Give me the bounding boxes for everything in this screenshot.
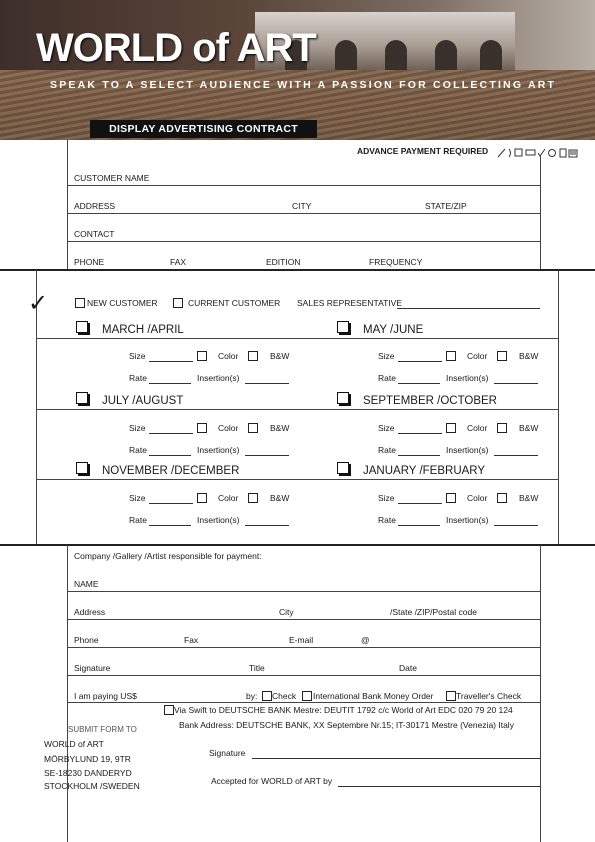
rate-label: Rate — [129, 373, 147, 383]
sales-rep-label: SALES REPRESENTATIVE — [297, 298, 403, 308]
address-field[interactable] — [67, 213, 540, 214]
fax-label: FAX — [170, 257, 187, 267]
document-icon — [560, 149, 566, 157]
size-label: Size — [129, 351, 146, 361]
pen-icon — [498, 149, 505, 157]
money-icon — [526, 150, 535, 155]
submit-line: MÖRBYLUND 19, 9TR — [44, 754, 131, 764]
new-customer-checkbox[interactable] — [75, 298, 85, 308]
customer-name-field[interactable] — [67, 185, 540, 186]
edition-checkbox[interactable] — [337, 321, 349, 333]
bw-checkbox[interactable] — [248, 423, 258, 433]
payment-fax-label: Fax — [184, 635, 199, 645]
bw-label: B&W — [270, 351, 290, 361]
rate-label: Rate — [129, 515, 147, 525]
contact-label: CONTACT — [74, 229, 115, 239]
size-label: Size — [378, 493, 395, 503]
swift-checkbox[interactable] — [164, 705, 174, 715]
accepted-field[interactable] — [338, 786, 540, 787]
bw-checkbox[interactable] — [497, 493, 507, 503]
insertions-label: Insertion(s) — [197, 445, 240, 455]
submit-heading: SUBMIT FORM TO — [68, 725, 137, 734]
section-divider — [0, 269, 595, 271]
edition-label: MARCH /APRIL — [102, 324, 184, 336]
color-checkbox[interactable] — [446, 423, 456, 433]
rate-field[interactable] — [398, 383, 440, 384]
insertions-label: Insertion(s) — [446, 445, 489, 455]
insertions-field[interactable] — [494, 525, 538, 526]
frequency-label: FREQUENCY — [369, 257, 423, 267]
tagline: SPEAK TO A SELECT AUDIENCE WITH A PASSION FOR COLLECTING ART — [50, 79, 557, 91]
swift-label: Via Swift to DEUTSCHE BANK Mestre: DEUTIT 1792 c/c World of Art EDC 020 79 20 124 — [174, 705, 513, 715]
address-label: ADDRESS — [74, 201, 116, 211]
paying-field[interactable] — [67, 702, 540, 703]
rate-field[interactable] — [149, 455, 191, 456]
current-customer-label: CURRENT CUSTOMER — [188, 298, 281, 308]
banner-arch — [480, 40, 502, 70]
edition-label: NOVEMBER /DECEMBER — [102, 465, 240, 477]
color-label: Color — [218, 423, 239, 433]
current-customer-checkbox[interactable] — [173, 298, 183, 308]
payment-signature-label: Signature — [74, 663, 111, 673]
payment-date-label: Date — [399, 663, 417, 673]
sales-rep-field[interactable] — [397, 308, 540, 309]
size-field[interactable] — [149, 361, 193, 362]
rate-field[interactable] — [398, 525, 440, 526]
payment-state-label: /State /ZIP/Postal code — [390, 607, 477, 617]
money-order-label: International Bank Money Order — [313, 691, 434, 701]
checkmark-icon: ✓ — [28, 289, 49, 317]
row-divider — [36, 409, 558, 410]
edition-label: SEPTEMBER /OCTOBER — [363, 395, 497, 407]
insertions-field[interactable] — [245, 383, 289, 384]
at-sign: @ — [361, 635, 370, 645]
payment-name-label: NAME — [74, 579, 99, 589]
size-label: Size — [378, 351, 395, 361]
rate-field[interactable] — [149, 383, 191, 384]
rate-field[interactable] — [398, 455, 440, 456]
payment-phone-field[interactable] — [67, 647, 540, 648]
by-label: by: — [246, 691, 258, 701]
bw-label: B&W — [519, 351, 539, 361]
payment-email-label: E-mail — [289, 635, 314, 645]
size-label: Size — [378, 423, 395, 433]
size-field[interactable] — [398, 433, 442, 434]
edition-label: EDITION — [266, 257, 301, 267]
state-zip-label: STATE/ZIP — [425, 201, 467, 211]
insertions-field[interactable] — [245, 455, 289, 456]
section-divider — [0, 544, 595, 546]
payment-signature-field[interactable] — [67, 675, 540, 676]
color-checkbox[interactable] — [197, 351, 207, 361]
color-checkbox[interactable] — [446, 493, 456, 503]
fax-icon — [515, 149, 522, 156]
list-icon — [569, 150, 577, 157]
edition-checkbox[interactable] — [76, 321, 88, 333]
money-order-checkbox[interactable] — [302, 691, 312, 701]
insertions-label: Insertion(s) — [446, 515, 489, 525]
contact-field[interactable] — [67, 241, 540, 242]
color-checkbox[interactable] — [197, 423, 207, 433]
payment-right-border — [540, 545, 541, 842]
submit-line: WORLD of ART — [44, 739, 104, 749]
rate-label: Rate — [378, 445, 396, 455]
color-label: Color — [467, 423, 488, 433]
city-label: CITY — [292, 201, 312, 211]
insertions-field[interactable] — [494, 455, 538, 456]
bw-label: B&W — [519, 493, 539, 503]
edition-label: MAY /JUNE — [363, 324, 424, 336]
edition-checkbox[interactable] — [337, 392, 349, 404]
payment-left-border — [67, 545, 68, 842]
payment-address-label: Address — [74, 607, 106, 617]
paying-label: I am paying US$ — [74, 691, 137, 701]
travellers-checkbox[interactable] — [446, 691, 456, 701]
bw-label: B&W — [270, 493, 290, 503]
contract-title: DISPLAY ADVERTISING CONTRACT — [90, 120, 317, 138]
brand-logo: WORLD of ART — [36, 26, 316, 70]
edition-checkbox[interactable] — [76, 392, 88, 404]
color-label: Color — [467, 351, 488, 361]
size-label: Size — [129, 493, 146, 503]
rate-label: Rate — [378, 515, 396, 525]
color-label: Color — [218, 351, 239, 361]
edition-checkbox[interactable] — [337, 462, 349, 474]
size-field[interactable] — [398, 361, 442, 362]
insertions-label: Insertion(s) — [197, 515, 240, 525]
color-label: Color — [467, 493, 488, 503]
insertions-label: Insertion(s) — [197, 373, 240, 383]
banner-arch — [435, 40, 457, 70]
bw-label: B&W — [519, 423, 539, 433]
payment-address-field[interactable] — [67, 619, 540, 620]
rate-label: Rate — [378, 373, 396, 383]
signature2-label: Signature — [209, 748, 246, 758]
check-label: Check — [272, 691, 297, 701]
new-customer-label: NEW CUSTOMER — [87, 298, 158, 308]
phone-icon — [509, 149, 511, 157]
row-divider — [36, 338, 558, 339]
row-divider — [36, 479, 558, 480]
header-banner-photo — [0, 0, 595, 140]
edition-label: JANUARY /FEBRUARY — [363, 465, 486, 477]
bw-checkbox[interactable] — [497, 423, 507, 433]
submit-line: STOCKHOLM /SWEDEN — [44, 781, 140, 791]
size-field[interactable] — [398, 503, 442, 504]
banner-arch — [335, 40, 357, 70]
rate-label: Rate — [129, 445, 147, 455]
bw-checkbox[interactable] — [497, 351, 507, 361]
accepted-label: Accepted for WORLD of ART by — [211, 776, 333, 786]
advance-payment-label: ADVANCE PAYMENT REQUIRED — [357, 146, 489, 156]
insertions-field[interactable] — [494, 383, 538, 384]
payment-city-label: City — [279, 607, 294, 617]
order-right-border — [558, 270, 559, 545]
insertions-field[interactable] — [245, 525, 289, 526]
size-field[interactable] — [149, 503, 193, 504]
banner-arch — [385, 40, 407, 70]
bw-checkbox[interactable] — [248, 351, 258, 361]
size-field[interactable] — [149, 433, 193, 434]
size-label: Size — [129, 423, 146, 433]
color-label: Color — [218, 493, 239, 503]
bw-label: B&W — [270, 423, 290, 433]
travellers-label: Traveller's Check — [456, 691, 522, 701]
check-checkbox[interactable] — [262, 691, 272, 701]
bw-checkbox[interactable] — [248, 493, 258, 503]
bank-address: Bank Address: DEUTSCHE BANK, XX Septembre Nr.15; IT-30171 Mestre (Venezia) Italy — [179, 720, 514, 730]
edition-label: JULY /AUGUST — [102, 395, 184, 407]
right-border — [540, 155, 541, 270]
color-checkbox[interactable] — [446, 351, 456, 361]
rate-field[interactable] — [149, 525, 191, 526]
insertions-label: Insertion(s) — [446, 373, 489, 383]
payment-phone-label: Phone — [74, 635, 99, 645]
responsible-label: Company /Gallery /Artist responsible for payment: — [74, 551, 262, 561]
signature2-field[interactable] — [252, 758, 540, 759]
payment-icons — [497, 145, 581, 156]
left-border — [67, 140, 68, 270]
submit-line: SE-18230 DANDERYD — [44, 768, 132, 778]
payment-name-field[interactable] — [67, 591, 540, 592]
edition-checkbox[interactable] — [76, 462, 88, 474]
customer-name-label: CUSTOMER NAME — [74, 173, 150, 183]
phone-label: PHONE — [74, 257, 105, 267]
globe-icon — [549, 150, 556, 157]
color-checkbox[interactable] — [197, 493, 207, 503]
payment-title-label: Title — [249, 663, 265, 673]
